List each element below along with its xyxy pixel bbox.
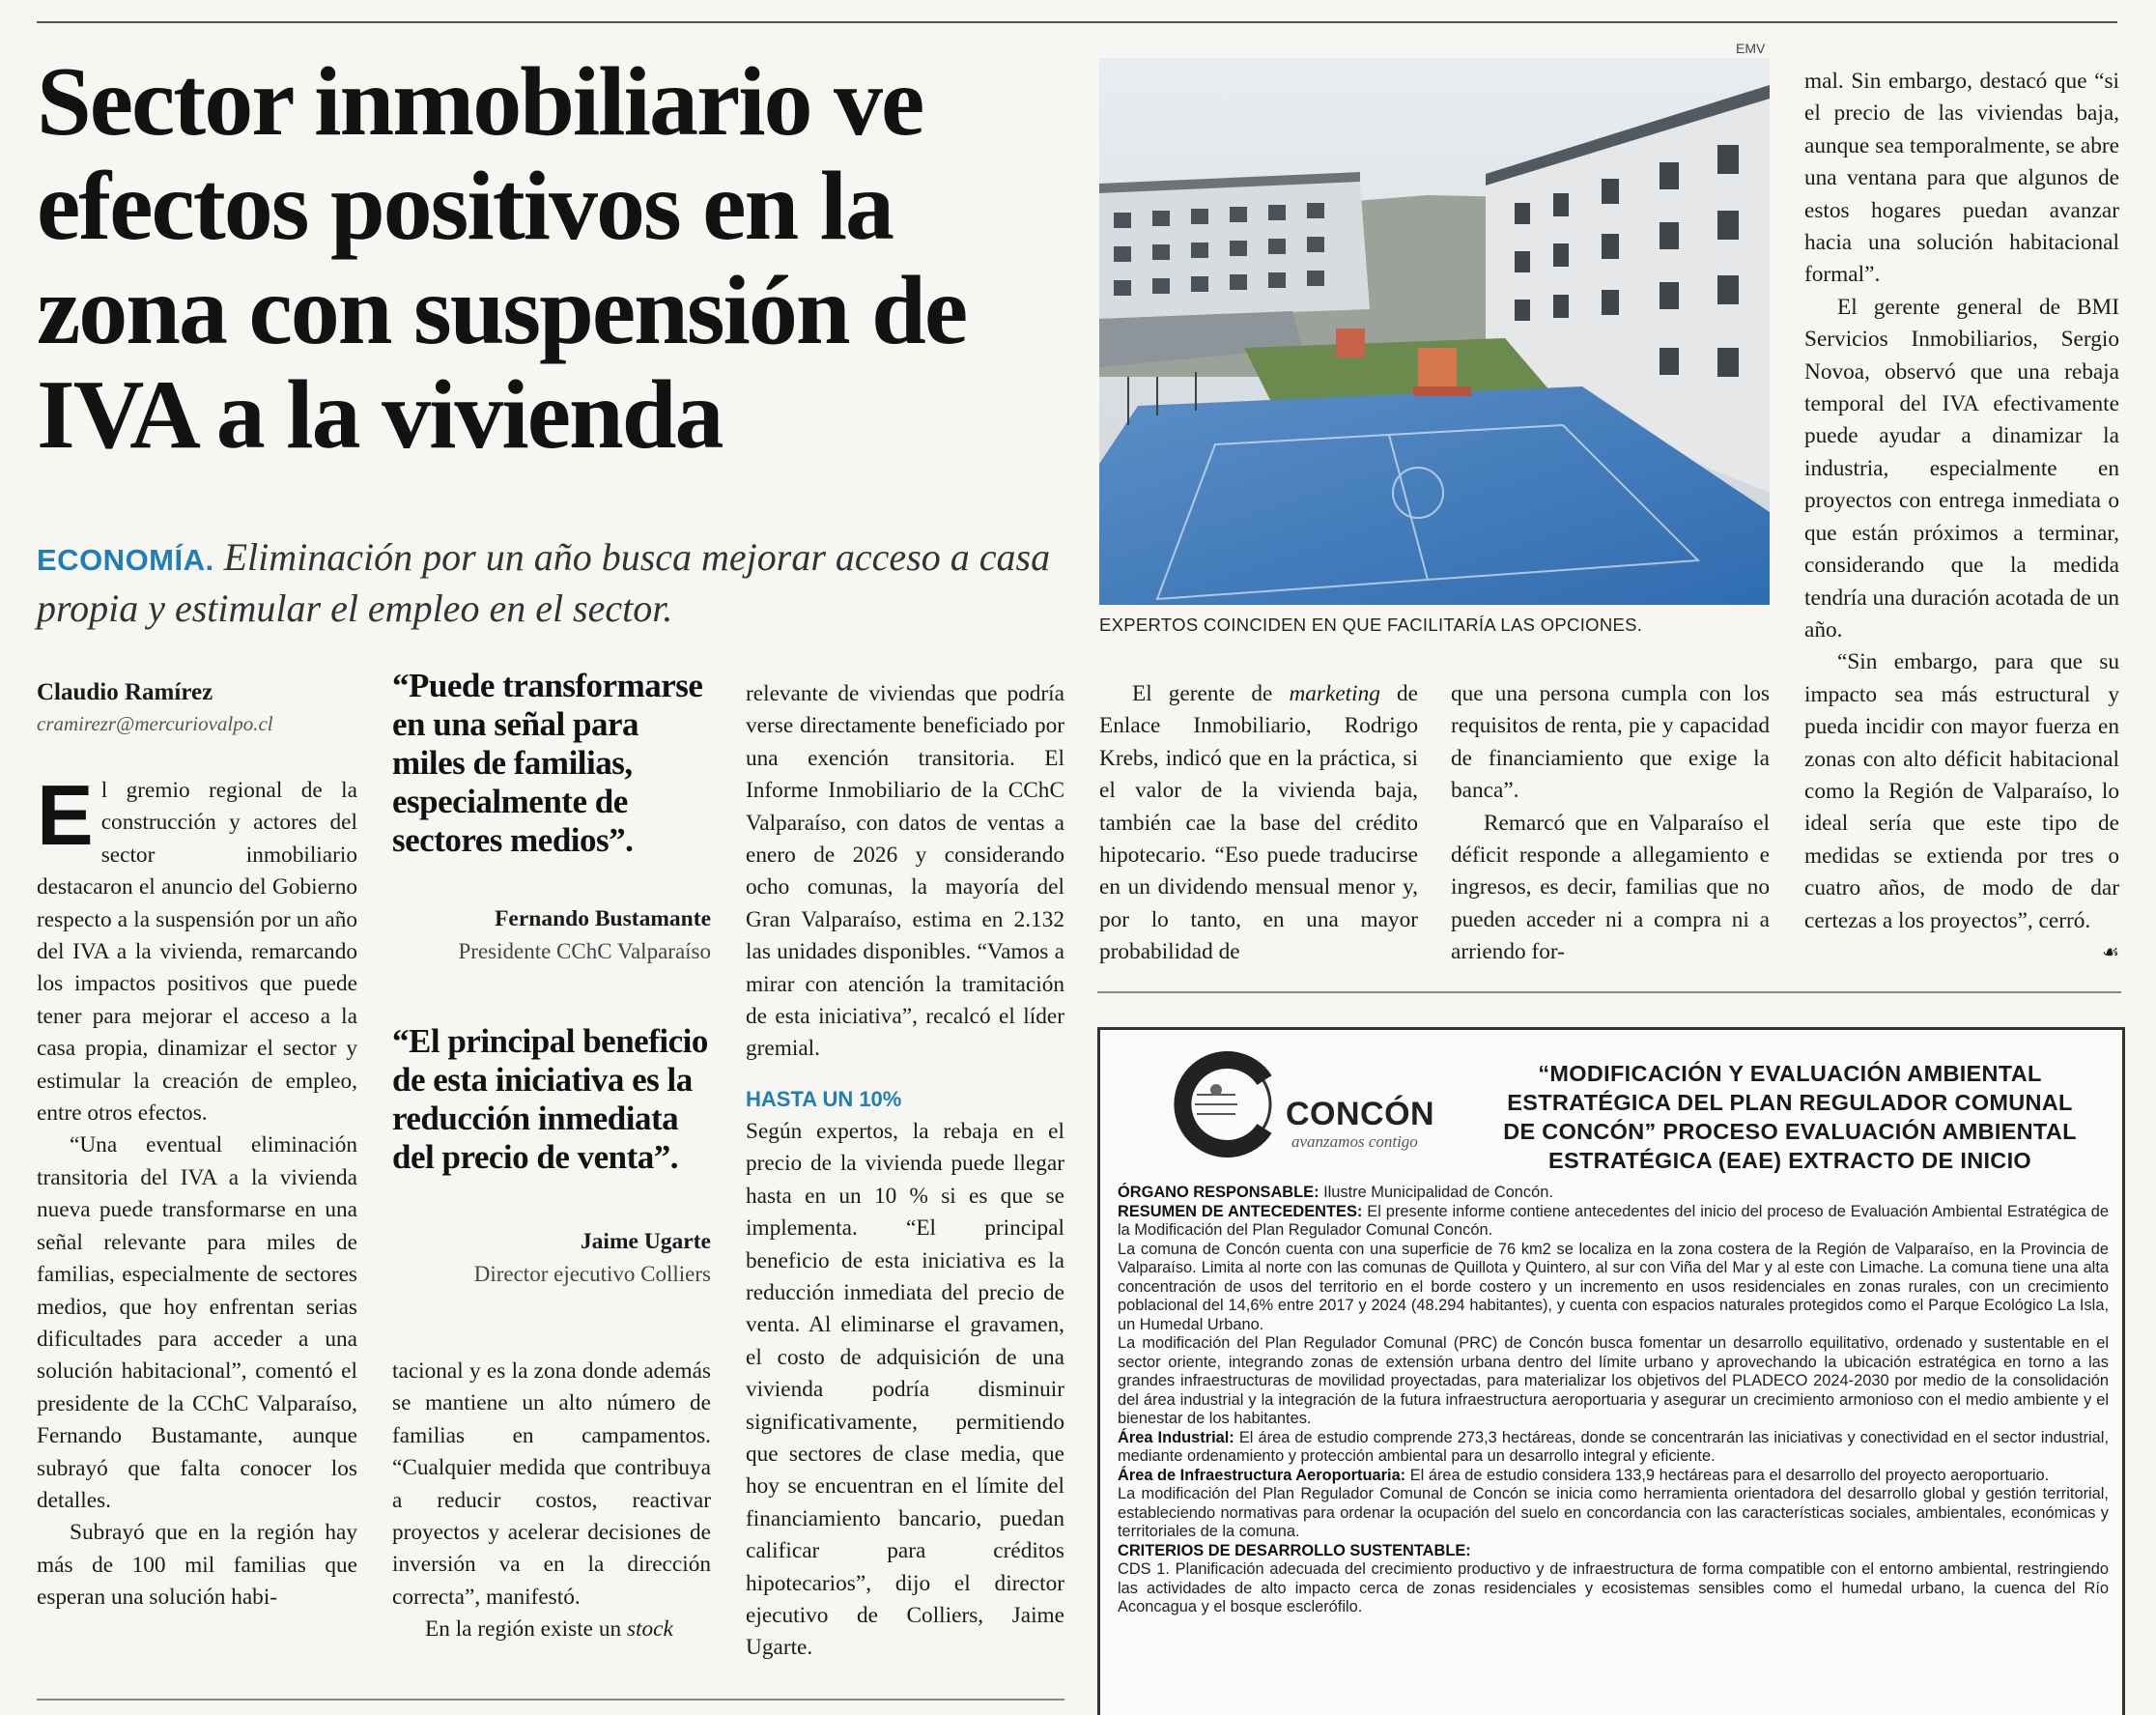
housing-photo [1099,58,1770,605]
drop-cap: E [37,767,94,863]
notice-resumen: RESUMEN DE ANTECEDENTES: El presente informe contiene antecedentes del inicio del proceso de Evaluación Ambiental Estratégica de la Modificación del Plan Regulador Comunal Concón. [1118,1202,2109,1239]
col5-paragraph-2: Remarcó que en Valparaíso el déficit responde a allegamiento e ingresos, es decir, familias que no pueden acceder ni a compra ni a arriendo for- [1451,810,1770,965]
top-rule [37,21,2117,23]
photo-caption: EXPERTOS COINCIDEN EN QUE FACILITARÍA LAS OPCIONES. [1099,615,1643,635]
notice-organo: ÓRGANO RESPONSABLE: Ilustre Municipalidad de Concón. [1118,1184,1553,1201]
pull-quote-2-role: Director ejecutivo Colliers [473,1262,711,1286]
column-5 [1451,678,1770,969]
col3-paragraph-1: relevante de viviendas que podría verse directamente beneficiado por una exención transitoria. El Informe Inmobiliario de la CChC Valparaíso, con datos de ventas a enero de 2026 y considerando ocho comunas, la mayoría del Gran Valparaíso, estima en 2.132 las unidades disponibles. “Vamos a mirar con atención la tramitación de esta iniciativa”, recalcó el líder gremial. [746,681,1064,1062]
deck [37,533,1061,633]
column-2 [392,1356,711,1646]
public-notice-ad [1097,1027,2125,1715]
notice-cds1: CDS 1. Planificación adecuada del crecimiento productivo y de infraestructura de forma compatible con el entorno ambiental, restringiendo las actividades de alto impacto cerca de zonas residenciales y ecosistemas sensibles como el humedal urbano, la cuenca del Río Aconcagua y el bosque esclerófilo. [1118,1560,2109,1615]
column-3 [746,678,1064,1665]
ad-separator-rule [1097,991,2121,993]
column-6 [1804,66,2119,969]
subhead: HASTA UN 10% [746,1086,902,1111]
notice-comuna: La comuna de Concón cuenta con una superficie de 76 km2 se localiza en la zona costera de la Región de Valparaíso, en la Provincia de Valparaíso. Limita al norte con las comunas de Quillota y Quintero, al sur con Viña del Mar y al este con Limache. La comuna tiene una alta concentración de usos del territorio en el borde costero y un incremento en usos residenciales en zonas rurales, con un crecimiento poblacional del 14,6% entre 2017 y 2024 (48.294 habitantes), y cuenta con espacios naturales protegidos como el Parque Ecológico La Isla, un Humedal Urbano. [1118,1240,2109,1333]
concon-logo-text: CONCÓN [1286,1096,1435,1132]
col1-paragraph-3: Subrayó que en la región hay más de 100 mil familias que esperan una solución habi- [37,1520,357,1611]
col4-paragraph-1: El gerente de marketing de Enlace Inmobiliario, Rodrigo Krebs, indicó que en la práctica, si el valor de la vivienda baja, también cae la base del crédito hipotecario. “Eso puede traducirse en un dividendo mensual menor y, por lo tanto, en una mayor probabilidad de [1099,681,1418,965]
col6-paragraph-3: “Sin embargo, para que su impacto sea más estructural y pueda incidir con mayor fuerza en zonas con alto déficit habitacional como la Región de Valparaíso, lo ideal sería que este tipo de medidas se extienda por tres o cuatro años, de modo de dar certezas a los proyectos”, cerró. ☙ [1804,646,2119,937]
notice-criterios: CRITERIOS DE DESARROLLO SUSTENTABLE: [1118,1541,1471,1559]
author-name: Claudio Ramírez [37,679,213,705]
col5-paragraph-1: que una persona cumpla con los requisitos de renta, pie y capacidad de financiamiento que exige la banca”. [1451,681,1770,804]
col2-paragraph-1: tacional y es la zona donde además se mantiene un alto número de familias en campamentos. “Cualquier medida que contribuya a reducir costos, reactivar proyectos y acelerar decisiones de inversión va en la dirección correcta”, manifestó. [392,1358,711,1610]
concon-logo [1168,1051,1448,1158]
col1-paragraph-1: l gremio regional de la construcción y actores del sector inmobiliario destacaron el anuncio del Gobierno respecto a la suspensión por un año del IVA a la vivienda, remarcando los impactos positivos que puede tener para mejorar el acceso a la casa propia, dinamizar el sector y estimular la creación de empleo, entre otros efectos. [37,778,357,1127]
photo-credit: EMV [1736,41,1766,56]
notice-prc: La modificación del Plan Regulador Comunal (PRC) de Concón busca fomentar un desarrollo equilitativo, ordenado y sustentable en el sector oriente, integrando zonas de extensión urbana dentro del límite urbano y aprovechando la ubicación estratégica en torno a las grandes infraestructuras de movilidad proyectadas, para materializar los objetivos del PLADECO 2024-2030 por medio de la consolidación del área industrial y la integración de la futura infraestructura aeroportuaria y asegurar un crecimiento armonioso con el medio ambiente y el bienestar de los habitantes. [1118,1334,2109,1427]
col1-paragraph-2: “Una eventual eliminación transitoria del IVA a la vivienda nueva puede transformarse en una señal relevante para miles de familias, especialmente de sectores medios, que hoy enfrentan serias dificultades para acceder a una solución habitacional”, comentó el presidente de la CChC Valparaíso, Fernando Bustamante, aunque subrayó que falta conocer los detalles. [37,1132,357,1513]
notice-industrial: Área Industrial: El área de estudio comprende 273,3 hectáreas, donde se concentrarán las iniciativas y conectividad en el sector industrial, mediante ordenamiento y protección ambiental para un desarrollo integral y eficiente. [1118,1428,2109,1465]
housing-complex-image [1099,58,1770,605]
column-4 [1099,678,1418,969]
col3-paragraph-2: Según expertos, la rebaja en el precio de la vivienda puede llegar hasta en un 10 % si es que se implementa. “El principal beneficio de esta iniciativa es la reducción inmediata del precio de venta. Al eliminarse el gravamen, el costo de adquisición de una vivienda podría disminuir significativamente, permitiendo que sectores de clase media, que hoy se encuentran en el límite del financiamiento bancario, puedan calificar para créditos hipotecarios”, dijo el director ejecutivo de Colliers, Jaime Ugarte. [746,1118,1064,1661]
byline [37,676,365,738]
pull-quote-2: “El principal beneficio de esta iniciativa es la reducción inmediata del precio de venta”. [392,1022,708,1176]
bottom-rule [37,1699,1064,1701]
pull-quote-1-name: Fernando Bustamante [495,906,711,931]
pull-quote-2-name: Jaime Ugarte [580,1229,711,1254]
end-mark-icon: ☙ [2102,941,2119,963]
notice-aero: Área de Infraestructura Aeroportuaria: El área de estudio considera 133,9 hectáreas para el desarrollo del proyecto aeroportuario. [1118,1466,2050,1484]
deck-text: Eliminación por un año busca mejorar acceso a casa propia y estimular el empleo en el sector. [37,535,1051,630]
author-email[interactable]: cramirezr@mercuriovalpo.cl [37,712,273,735]
col2-paragraph-2: En la región existe un stock [425,1616,673,1643]
concon-logo-tagline: avanzamos contigo [1291,1132,1418,1151]
notice-title: “MODIFICACIÓN Y EVALUACIÓN AMBIENTAL ESTRATÉGICA DEL PLAN REGULADOR COMUNAL DE CONCÓN” PROCESO EVALUACIÓN AMBIENTAL ESTRATÉGICA (EAE) EXTRACTO DE INICIO [1503,1061,2077,1173]
notice-body [1118,1184,2109,1617]
col6-paragraph-2: El gerente general de BMI Servicios Inmobiliarios, Sergio Novoa, observó que una rebaja temporal del IVA efectivamente puede ayudar a dinamizar la industria, especialmente en proyectos con entrega inmediata o que están próximos a terminar, considerando que la medida tendría una duración acotada de un año. [1804,294,2119,643]
pull-quote-1-role: Presidente CChC Valparaíso [458,939,711,963]
section-kicker: ECONOMÍA. [37,543,214,577]
pull-quote-1: “Puede transformarse en una señal para miles de familias, especialmente de sectores medios”. [392,667,703,859]
headline: Sector inmobiliario ve efectos positivos en la zona con suspensión de IVA a la vivienda [37,47,967,470]
col6-paragraph-1: mal. Sin embargo, destacó que “si el precio de las viviendas baja, aunque sea temporalmente, se abre una ventana para que algunos de estos hogares puedan avanzar hacia una solución habitacional formal”. [1804,69,2119,288]
notice-herramienta: La modificación del Plan Regulador Comunal de Concón se inicia como herramienta orientadora del desarrollo global y gestión territorial, estableciendo normativas para ordenar la ocupación del suelo en concordancia con las características sociales, ambientales, económicas y territoriales de la comuna. [1118,1485,2109,1540]
column-1 [37,767,357,1615]
